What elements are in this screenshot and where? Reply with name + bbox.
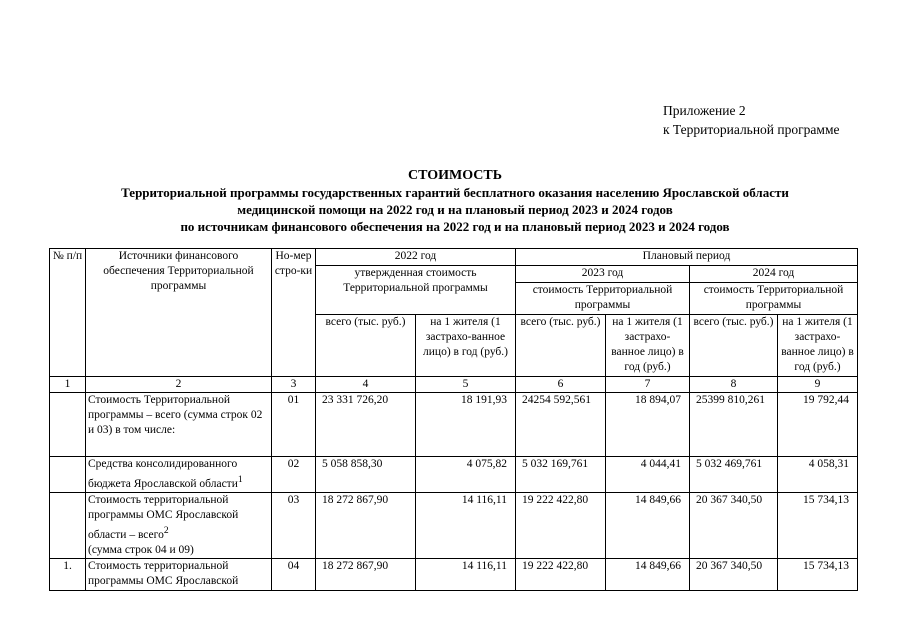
- value-2023-total: 19 222 422,80: [516, 558, 606, 590]
- value-2024-per-resident: 4 058,31: [778, 457, 858, 493]
- row-name: [86, 457, 272, 493]
- col-number: 8: [690, 377, 778, 393]
- header-cost-2023: стоимость Территориальной программы: [516, 283, 690, 315]
- value-2022-total: 23 331 726,20: [316, 393, 416, 457]
- header-total-2022: всего (тыс. руб.): [316, 315, 416, 377]
- value-2023-total: 5 032 169,761: [516, 457, 606, 493]
- value-2024-per-resident: 19 792,44: [778, 393, 858, 457]
- col-number: 3: [272, 377, 316, 393]
- header-approved-cost: утвержденная стоимость Территориальной программы: [316, 266, 516, 315]
- row-num: [50, 492, 86, 558]
- value-2022-per-resident: 14 116,11: [416, 558, 516, 590]
- header-num: № п/п: [50, 249, 86, 377]
- header-cost-2024: стоимость Территориальной программы: [690, 283, 858, 315]
- value-2022-total: 18 272 867,90: [316, 492, 416, 558]
- table-row: [50, 558, 858, 590]
- row-num: [50, 457, 86, 493]
- value-2023-total: 24254 592,561: [516, 393, 606, 457]
- col-number: 7: [606, 377, 690, 393]
- header-per-resident-2023: на 1 жителя (1 застрахо-ванное лицо) в год (руб.): [606, 315, 690, 377]
- row-name-tail: (сумма строк 04 и 09): [88, 543, 194, 556]
- header-per-resident-2022: на 1 жителя (1 застрахо-ванное лицо) в год (руб.): [416, 315, 516, 377]
- value-2023-per-resident: 4 044,41: [606, 457, 690, 493]
- col-number: 5: [416, 377, 516, 393]
- header-sources: Источники финансового обеспечения Территориальной программы: [86, 249, 272, 377]
- title-line-3: медицинской помощи на 2022 год и на плановый период 2023 и 2024 годов: [237, 202, 673, 217]
- row-name: Стоимость территориальной программы ОМС Ярославской: [86, 558, 272, 590]
- value-2024-total: 20 367 340,50: [690, 558, 778, 590]
- title-line-4: по источникам финансового обеспечения на 2022 год и на плановый период 2023 и 2024 годов: [180, 219, 730, 234]
- table-row: [50, 457, 858, 493]
- value-2024-per-resident: 15 734,13: [778, 558, 858, 590]
- col-number: 6: [516, 377, 606, 393]
- row-line-number: 02: [272, 457, 316, 493]
- row-name: Стоимость Территориальной программы – всего (сумма строк 02 и 03) в том числе:: [86, 393, 272, 457]
- appendix-line-2: к Территориальной программе: [663, 122, 840, 137]
- header-year-2022: 2022 год: [316, 249, 516, 266]
- value-2024-total: 25399 810,261: [690, 393, 778, 457]
- row-name-text: Средства консолидированного бюджета Ярославской области: [88, 458, 238, 490]
- value-2023-total: 19 222 422,80: [516, 492, 606, 558]
- value-2022-total: 18 272 867,90: [316, 558, 416, 590]
- row-name: [86, 492, 272, 558]
- row-line-number: 03: [272, 492, 316, 558]
- table-row: [50, 492, 858, 558]
- footnote-mark: 1: [237, 474, 243, 485]
- value-2023-per-resident: 14 849,66: [606, 492, 690, 558]
- header-per-resident-2024: на 1 жителя (1 застрахо-ванное лицо) в год (руб.): [778, 315, 858, 377]
- value-2022-per-resident: 14 116,11: [416, 492, 516, 558]
- value-2023-per-resident: 14 849,66: [606, 558, 690, 590]
- appendix-note: [663, 101, 840, 139]
- table-row: [50, 393, 858, 457]
- value-2024-total: 20 367 340,50: [690, 492, 778, 558]
- header-year-2023: 2023 год: [516, 266, 690, 283]
- column-numbers-row: [50, 377, 858, 393]
- value-2022-per-resident: 4 075,82: [416, 457, 516, 493]
- value-2024-per-resident: 15 734,13: [778, 492, 858, 558]
- cost-table: [49, 248, 858, 591]
- title-line-2: Территориальной программы государственных гарантий бесплатного оказания населению Ярославской области: [121, 185, 789, 200]
- col-number: 9: [778, 377, 858, 393]
- value-2024-total: 5 032 469,761: [690, 457, 778, 493]
- row-name-text: Стоимость территориальной программы ОМС Ярославской области – всего: [88, 493, 239, 541]
- header-year-2024: 2024 год: [690, 266, 858, 283]
- col-number: 1: [50, 377, 86, 393]
- header-row-number: Но-мер стро-ки: [272, 249, 316, 377]
- header-total-2024: всего (тыс. руб.): [690, 315, 778, 377]
- title-line-1: СТОИМОСТЬ: [407, 168, 503, 183]
- appendix-line-1: Приложение 2: [663, 103, 746, 118]
- footnote-mark: 2: [163, 524, 169, 536]
- row-line-number: 04: [272, 558, 316, 590]
- row-num: [50, 393, 86, 457]
- value-2023-per-resident: 18 894,07: [606, 393, 690, 457]
- row-num: 1.: [50, 558, 86, 590]
- col-number: 2: [86, 377, 272, 393]
- value-2022-total: 5 058 858,30: [316, 457, 416, 493]
- row-line-number: 01: [272, 393, 316, 457]
- header-planned-period: Плановый период: [516, 249, 858, 266]
- document-title: [40, 167, 870, 235]
- header-total-2023: всего (тыс. руб.): [516, 315, 606, 377]
- value-2022-per-resident: 18 191,93: [416, 393, 516, 457]
- col-number: 4: [316, 377, 416, 393]
